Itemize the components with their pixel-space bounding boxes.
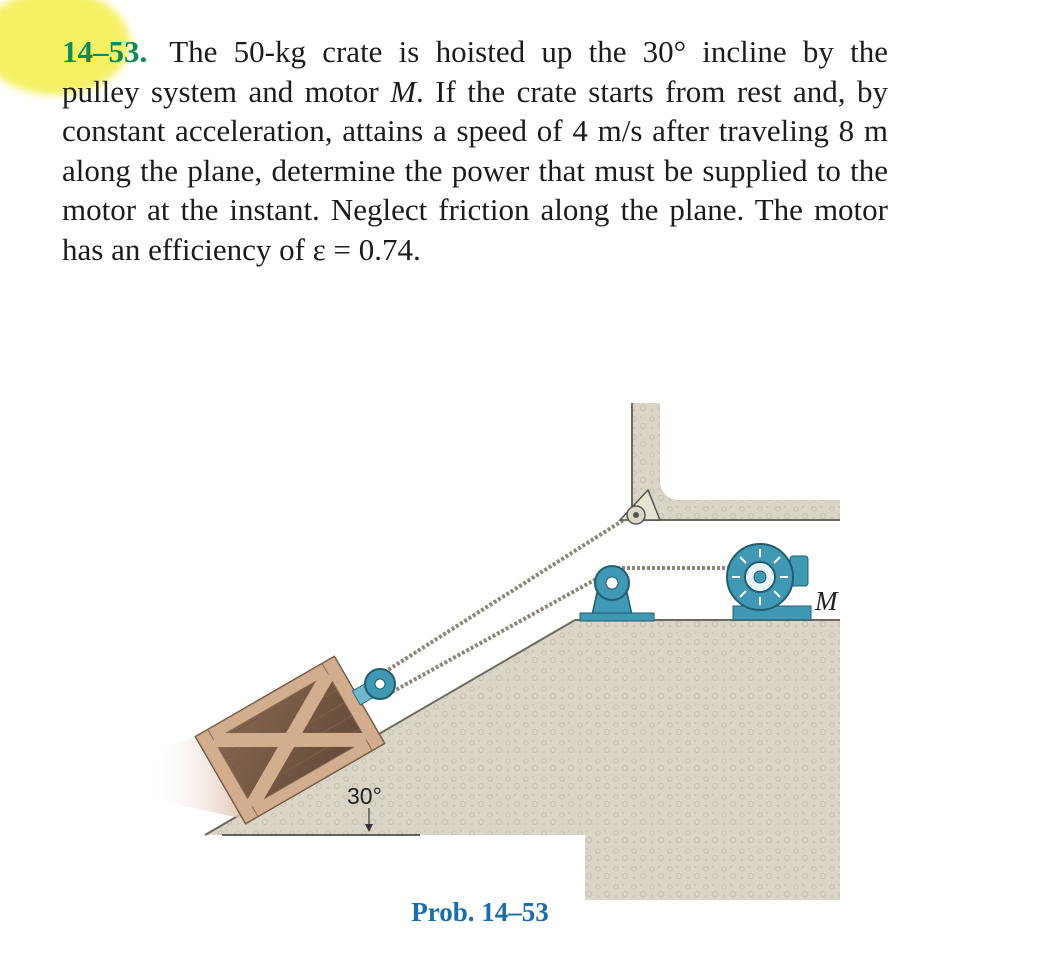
wall-ceiling bbox=[632, 403, 840, 520]
problem-text-1: The 50-kg crate is hoisted up the 30° incline by the pulley system and motor bbox=[62, 34, 888, 109]
problem-statement bbox=[62, 32, 888, 269]
problem-text-3: = 0.74. bbox=[325, 231, 421, 267]
incline-pulley-figure bbox=[0, 380, 1037, 900]
crate-pulley bbox=[352, 669, 395, 705]
problem-text-epsilon: ε bbox=[312, 231, 326, 267]
figure-caption: Prob. 14–53 bbox=[411, 897, 549, 927]
motor bbox=[727, 544, 811, 620]
problem-text-motor-symbol: M bbox=[390, 73, 417, 109]
problem-number: 14–53. bbox=[62, 34, 148, 69]
problem-text-2: . If the crate starts from rest and, by constant acceleration, attains a speed of 4 m/s after traveling 8 m along the plane, determine the power that must be supplied to the motor at the instant. Neglect friction along the plane. The motor has an efficiency of bbox=[62, 73, 889, 267]
floor-pulley bbox=[580, 566, 654, 621]
motor-label: M bbox=[815, 586, 838, 616]
angle-label: 30° bbox=[347, 783, 382, 809]
